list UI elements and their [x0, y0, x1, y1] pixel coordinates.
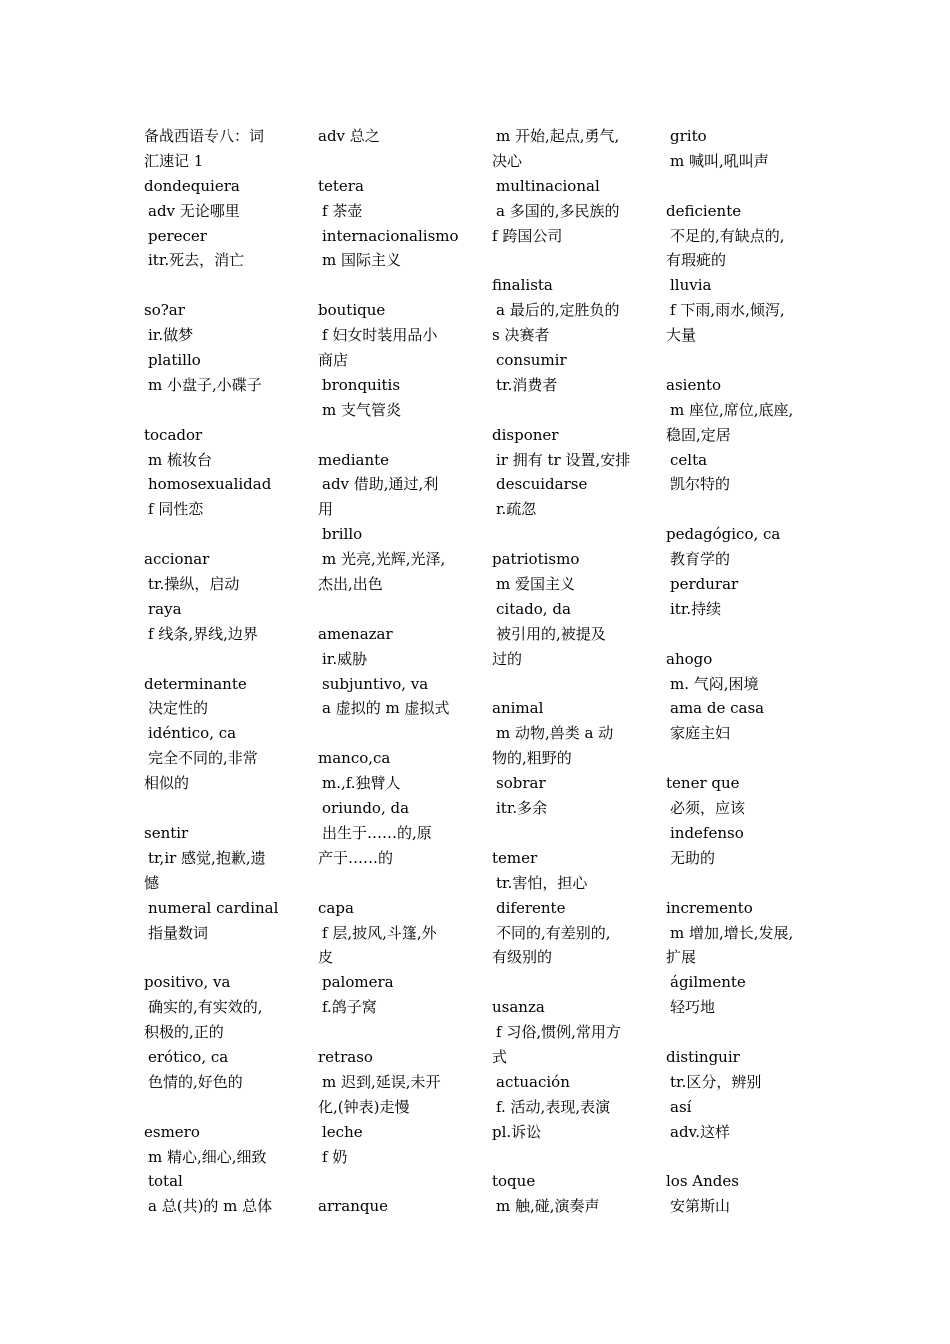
vocab-line: tr.害怕，担心 — [496, 873, 588, 892]
vocab-line: los Andes — [666, 1172, 739, 1191]
vocab-line: f 妇女时装用品小 — [322, 326, 438, 345]
blank-line — [666, 1145, 811, 1170]
blank-line — [666, 746, 811, 771]
blank-line — [492, 1145, 637, 1170]
vocab-line: sentir — [144, 823, 189, 842]
vocab-line: m 动物,兽类 a 动 — [496, 724, 614, 743]
vocab-line: a 总(共)的 m 总体 — [148, 1197, 273, 1216]
vocab-line: pl.诉讼 — [492, 1122, 542, 1141]
vocab-line: m 梳妆台 — [148, 450, 212, 469]
vocab-line: f 跨国公司 — [492, 226, 563, 245]
vocab-line: 色情的,好色的 — [148, 1072, 243, 1091]
vocabulary-column-2 — [318, 124, 463, 1219]
vocab-line: bronquitis — [322, 375, 401, 394]
blank-line — [318, 597, 463, 622]
blank-line — [492, 522, 637, 547]
vocab-line: palomera — [322, 973, 394, 992]
vocab-line: 憾 — [144, 873, 160, 892]
vocab-line: a 多国的,多民族的 — [496, 201, 620, 220]
vocab-line: así — [670, 1097, 692, 1116]
blank-line — [666, 622, 811, 647]
vocab-line: f 茶壶 — [322, 201, 363, 220]
vocab-line: so?ar — [144, 301, 185, 320]
vocab-line: boutique — [318, 301, 386, 320]
vocab-line: ir.威胁 — [322, 649, 368, 668]
vocab-line: m 增加,增长,发展, — [670, 923, 794, 942]
vocab-line: amenazar — [318, 624, 393, 643]
vocab-line: 无助的 — [670, 848, 716, 867]
vocab-line: f 线条,界线,边界 — [148, 624, 258, 643]
vocab-line: perecer — [148, 226, 207, 245]
vocab-line: 皮 — [318, 948, 334, 967]
vocab-line: m 支气管炎 — [322, 400, 401, 419]
vocab-line: m 喊叫,吼叫声 — [670, 151, 769, 170]
vocab-line: itr.持续 — [670, 599, 722, 618]
blank-line — [144, 796, 289, 821]
vocab-line: accionar — [144, 550, 210, 569]
vocab-line: oriundo, da — [322, 799, 410, 818]
vocab-line: celta — [670, 450, 708, 469]
vocab-line: ir 拥有 tr 设置,安排 — [496, 450, 631, 469]
blank-line — [666, 174, 811, 199]
vocab-line: m 精心,细心,细致 — [148, 1147, 267, 1166]
vocab-line: a 最后的,定胜负的 — [496, 301, 620, 320]
vocab-line: dondequiera — [144, 176, 240, 195]
vocab-line: capa — [318, 898, 354, 917]
vocab-line: ágilmente — [670, 973, 746, 992]
blank-line — [318, 273, 463, 298]
vocab-line: 产于……的 — [318, 848, 394, 867]
vocab-line: m 爱国主义 — [496, 575, 575, 594]
vocab-line: mediante — [318, 450, 390, 469]
vocab-line: adv 借助,通过,利 — [322, 475, 439, 494]
vocab-line: 相似的 — [144, 774, 190, 793]
vocab-line: asiento — [666, 375, 722, 394]
vocab-line: raya — [148, 599, 182, 618]
vocab-line: 稳固,定居 — [666, 425, 731, 444]
vocab-line: brillo — [322, 525, 363, 544]
vocab-line: indefenso — [670, 823, 744, 842]
blank-line — [318, 1020, 463, 1045]
vocab-line: 用 — [318, 500, 334, 519]
vocab-line: tr.区分，辨别 — [670, 1072, 762, 1091]
vocab-line: usanza — [492, 998, 545, 1017]
vocab-line: finalista — [492, 276, 553, 295]
vocab-line: distinguir — [666, 1047, 740, 1066]
vocabulary-column-3 — [492, 124, 637, 1219]
blank-line — [666, 871, 811, 896]
blank-line — [666, 1020, 811, 1045]
blank-line — [144, 273, 289, 298]
vocab-line: incremento — [666, 898, 753, 917]
vocab-line: homosexualidad — [148, 475, 272, 494]
vocab-line: m 触,碰,演奏声 — [496, 1197, 600, 1216]
vocab-line: 轻巧地 — [670, 998, 716, 1017]
vocab-line: retraso — [318, 1047, 373, 1066]
blank-line — [318, 1169, 463, 1194]
vocab-line: 安第斯山 — [670, 1197, 731, 1216]
vocabulary-column-4 — [666, 124, 811, 1219]
vocab-line: m 座位,席位,底座, — [670, 400, 794, 419]
vocab-line: animal — [492, 699, 544, 718]
blank-line — [318, 423, 463, 448]
vocab-line: tr.操纵，启动 — [148, 575, 240, 594]
vocab-line: 有级别的 — [492, 948, 553, 967]
blank-line — [318, 721, 463, 746]
vocab-line: temer — [492, 848, 538, 867]
vocab-line: tr.消费者 — [496, 375, 558, 394]
vocab-line: total — [148, 1172, 183, 1191]
vocab-line: 决心 — [492, 151, 523, 170]
vocab-line: tocador — [144, 425, 203, 444]
vocab-line: diferente — [496, 898, 566, 917]
vocab-line: m 光亮,光辉,光泽, — [322, 550, 446, 569]
vocab-line: 有瑕疵的 — [666, 251, 727, 270]
blank-line — [144, 398, 289, 423]
vocab-line: multinacional — [496, 176, 600, 195]
vocab-line: adv 无论哪里 — [148, 201, 240, 220]
vocab-line: 确实的,有实效的, — [148, 998, 263, 1017]
vocab-line: 化,(钟表)走慢 — [318, 1097, 410, 1116]
vocab-line: citado, da — [496, 599, 571, 618]
vocab-line: deficiente — [666, 201, 742, 220]
vocab-line: actuación — [496, 1072, 570, 1091]
vocab-line: 决定性的 — [148, 699, 209, 718]
vocab-line: 必须，应该 — [670, 799, 746, 818]
vocab-line: idéntico, ca — [148, 724, 237, 743]
vocab-line: tetera — [318, 176, 364, 195]
vocab-line: disponer — [492, 425, 559, 444]
vocab-line: m 开始,起点,勇气, — [496, 127, 620, 145]
vocab-line: f 奶 — [322, 1147, 348, 1166]
vocab-line: m 国际主义 — [322, 251, 401, 270]
vocab-line: arranque — [318, 1197, 389, 1216]
vocab-line: f 层,披风,斗篷,外 — [322, 923, 437, 942]
vocab-line: platillo — [148, 351, 201, 370]
vocab-line: numeral cardinal — [148, 898, 279, 917]
vocab-line: f. 活动,表现,表演 — [496, 1097, 611, 1116]
blank-line — [144, 522, 289, 547]
vocab-line: 物的,粗野的 — [492, 749, 572, 768]
vocab-line: 备战西语专八：词 — [144, 127, 265, 145]
blank-line — [492, 821, 637, 846]
vocab-line: perdurar — [670, 575, 739, 594]
vocab-line: 家庭主妇 — [670, 724, 731, 743]
vocab-line: consumir — [496, 351, 567, 370]
vocab-line: 完全不同的,非常 — [148, 749, 258, 768]
vocab-line: internacionalismo — [322, 226, 459, 245]
vocab-line: f 下雨,雨水,倾泻, — [670, 301, 785, 320]
vocab-line: 不足的,有缺点的, — [670, 226, 785, 245]
blank-line — [666, 497, 811, 522]
vocab-line: s 决赛者 — [492, 326, 550, 345]
vocab-line: 扩展 — [666, 948, 697, 967]
vocab-line: 过的 — [492, 649, 523, 668]
vocab-line: f 习俗,惯例,常用方 — [496, 1023, 621, 1042]
blank-line — [492, 248, 637, 273]
blank-line — [492, 672, 637, 697]
blank-line — [144, 1095, 289, 1120]
vocab-line: descuidarse — [496, 475, 588, 494]
vocab-line: esmero — [144, 1122, 200, 1141]
vocab-line: 被引用的,被提及 — [496, 624, 606, 643]
vocab-line: positivo, va — [144, 973, 231, 992]
vocab-line: 大量 — [666, 326, 697, 345]
blank-line — [144, 945, 289, 970]
blank-line — [318, 149, 463, 174]
blank-line — [492, 398, 637, 423]
vocab-line: erótico, ca — [148, 1047, 229, 1066]
vocab-line: adv.这样 — [670, 1122, 731, 1141]
vocab-line: f.鸽子窝 — [322, 998, 377, 1017]
vocab-line: 凯尔特的 — [670, 475, 731, 494]
vocab-line: f 同性恋 — [148, 500, 204, 519]
vocab-line: subjuntivo, va — [322, 674, 429, 693]
vocab-line: 式 — [492, 1047, 508, 1066]
vocab-line: 汇速记 1 — [144, 151, 204, 170]
vocab-line: tr,ir 感觉,抱歉,遗 — [148, 848, 266, 867]
vocab-line: m. 气闷,困境 — [670, 674, 759, 693]
vocab-line: sobrar — [496, 774, 546, 793]
vocab-line: 教育学的 — [670, 550, 731, 569]
vocab-line: m 小盘子,小碟子 — [148, 375, 262, 394]
vocab-line: 出生于……的,原 — [322, 823, 432, 842]
vocab-line: itr.多余 — [496, 799, 548, 818]
blank-line — [318, 871, 463, 896]
blank-line — [492, 970, 637, 995]
blank-line — [666, 348, 811, 373]
vocab-line: toque — [492, 1172, 536, 1191]
vocab-line: manco,ca — [318, 749, 391, 768]
vocab-line: determinante — [144, 674, 247, 693]
vocab-line: r.疏忽 — [496, 500, 537, 519]
vocab-line: itr.死去，消亡 — [148, 251, 245, 270]
vocab-line: 商店 — [318, 351, 349, 370]
vocab-line: a 虚拟的 m 虚拟式 — [322, 699, 450, 718]
vocab-line: pedagógico, ca — [666, 525, 781, 544]
vocab-line: grito — [670, 127, 707, 145]
vocab-line: ir.做梦 — [148, 326, 194, 345]
vocab-line: lluvia — [670, 276, 712, 295]
vocab-line: tener que — [666, 774, 740, 793]
vocab-line: 杰出,出色 — [318, 575, 383, 594]
vocab-line: ahogo — [666, 649, 713, 668]
vocab-line: m 迟到,延误,未开 — [322, 1072, 441, 1091]
vocabulary-column-1 — [144, 124, 289, 1219]
vocab-line: adv 总之 — [318, 127, 380, 145]
vocab-line: 指量数词 — [148, 923, 209, 942]
vocab-line: 积极的,正的 — [144, 1023, 224, 1042]
vocab-line: patriotismo — [492, 550, 580, 569]
vocab-line: ama de casa — [670, 699, 765, 718]
blank-line — [144, 647, 289, 672]
vocab-line: m.,f.独臂人 — [322, 774, 401, 793]
vocab-line: 不同的,有差别的, — [496, 923, 611, 942]
vocab-line: leche — [322, 1122, 363, 1141]
